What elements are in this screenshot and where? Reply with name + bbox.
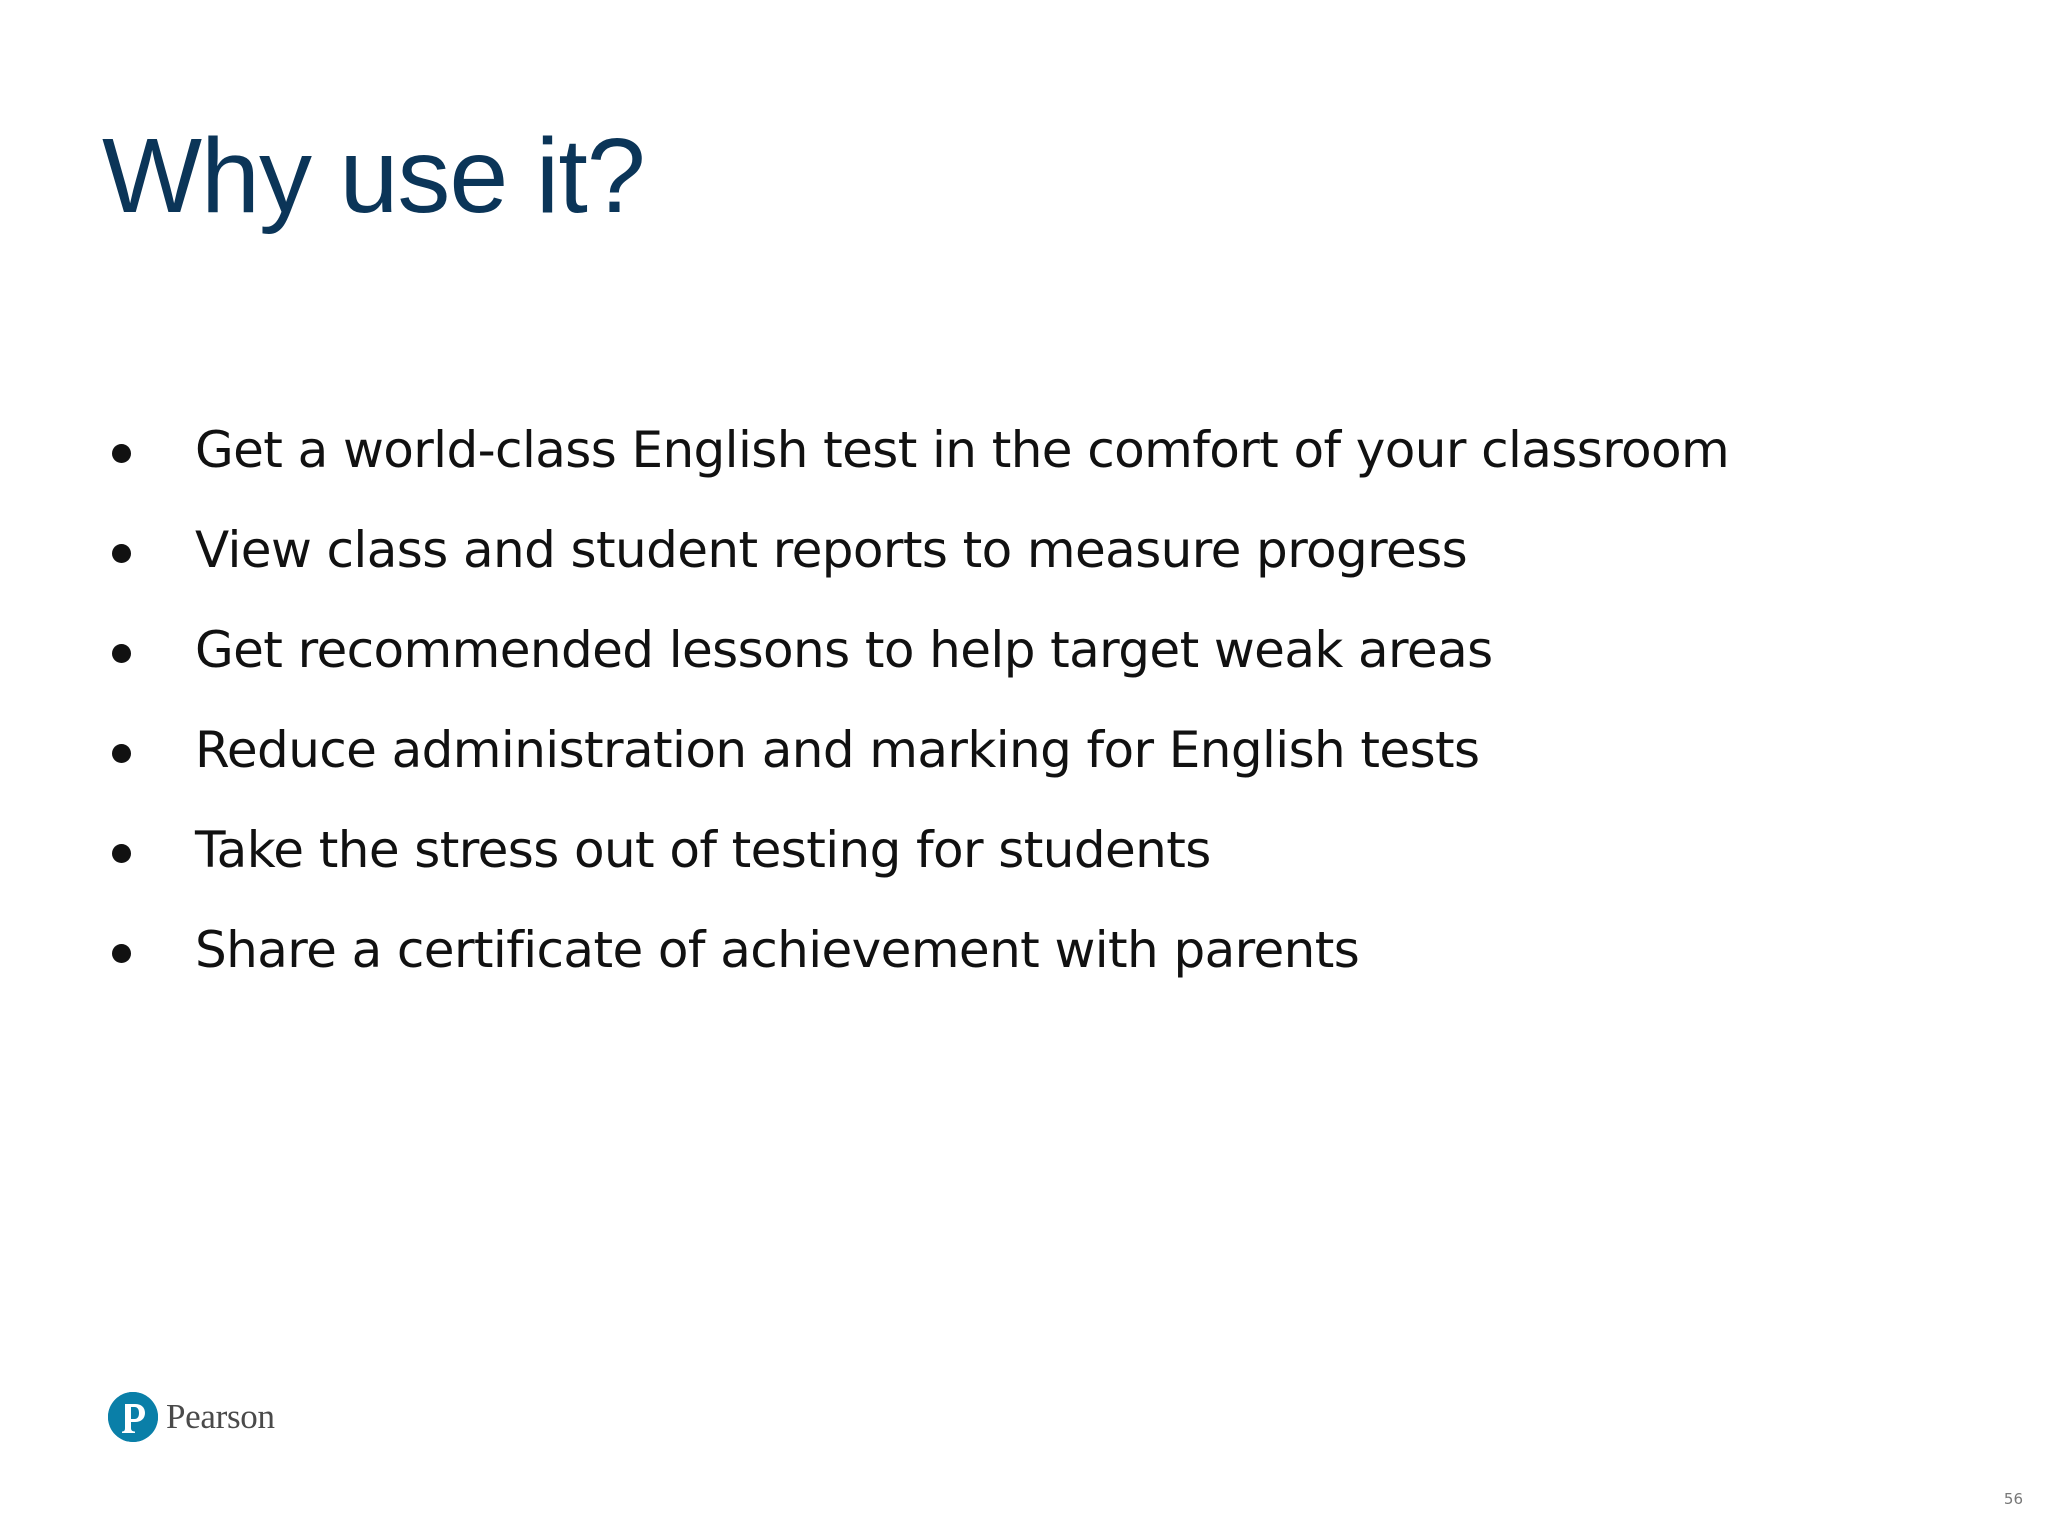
slide-title: Why use it? [102, 117, 645, 235]
bullet-text: Reduce administration and marking for English tests [195, 721, 1480, 779]
bullet-icon [112, 744, 131, 763]
pearson-p-icon [108, 1392, 158, 1442]
bullet-text: Take the stress out of testing for students [195, 821, 1211, 879]
bullet-list [112, 400, 1729, 1000]
list-item [112, 500, 1729, 600]
bullet-icon [112, 444, 131, 463]
list-item [112, 600, 1729, 700]
pearson-logo [108, 1390, 275, 1444]
list-item [112, 800, 1729, 900]
bullet-icon [112, 944, 131, 963]
bullet-icon [112, 544, 131, 563]
list-item [112, 400, 1729, 500]
bullet-text: Get recommended lessons to help target weak areas [195, 621, 1493, 679]
logo-wordmark: Pearson [166, 1397, 275, 1436]
pearson-p-glyph [108, 1392, 158, 1442]
list-item [112, 700, 1729, 800]
bullet-text: Get a world-class English test in the comfort of your classroom [195, 421, 1730, 479]
bullet-icon [112, 844, 131, 863]
bullet-text: Share a certificate of achievement with parents [195, 921, 1360, 979]
page-number: 56 [2003, 1490, 2023, 1508]
bullet-text: View class and student reports to measure progress [195, 521, 1468, 579]
list-item [112, 900, 1729, 1000]
bullet-icon [112, 644, 131, 663]
